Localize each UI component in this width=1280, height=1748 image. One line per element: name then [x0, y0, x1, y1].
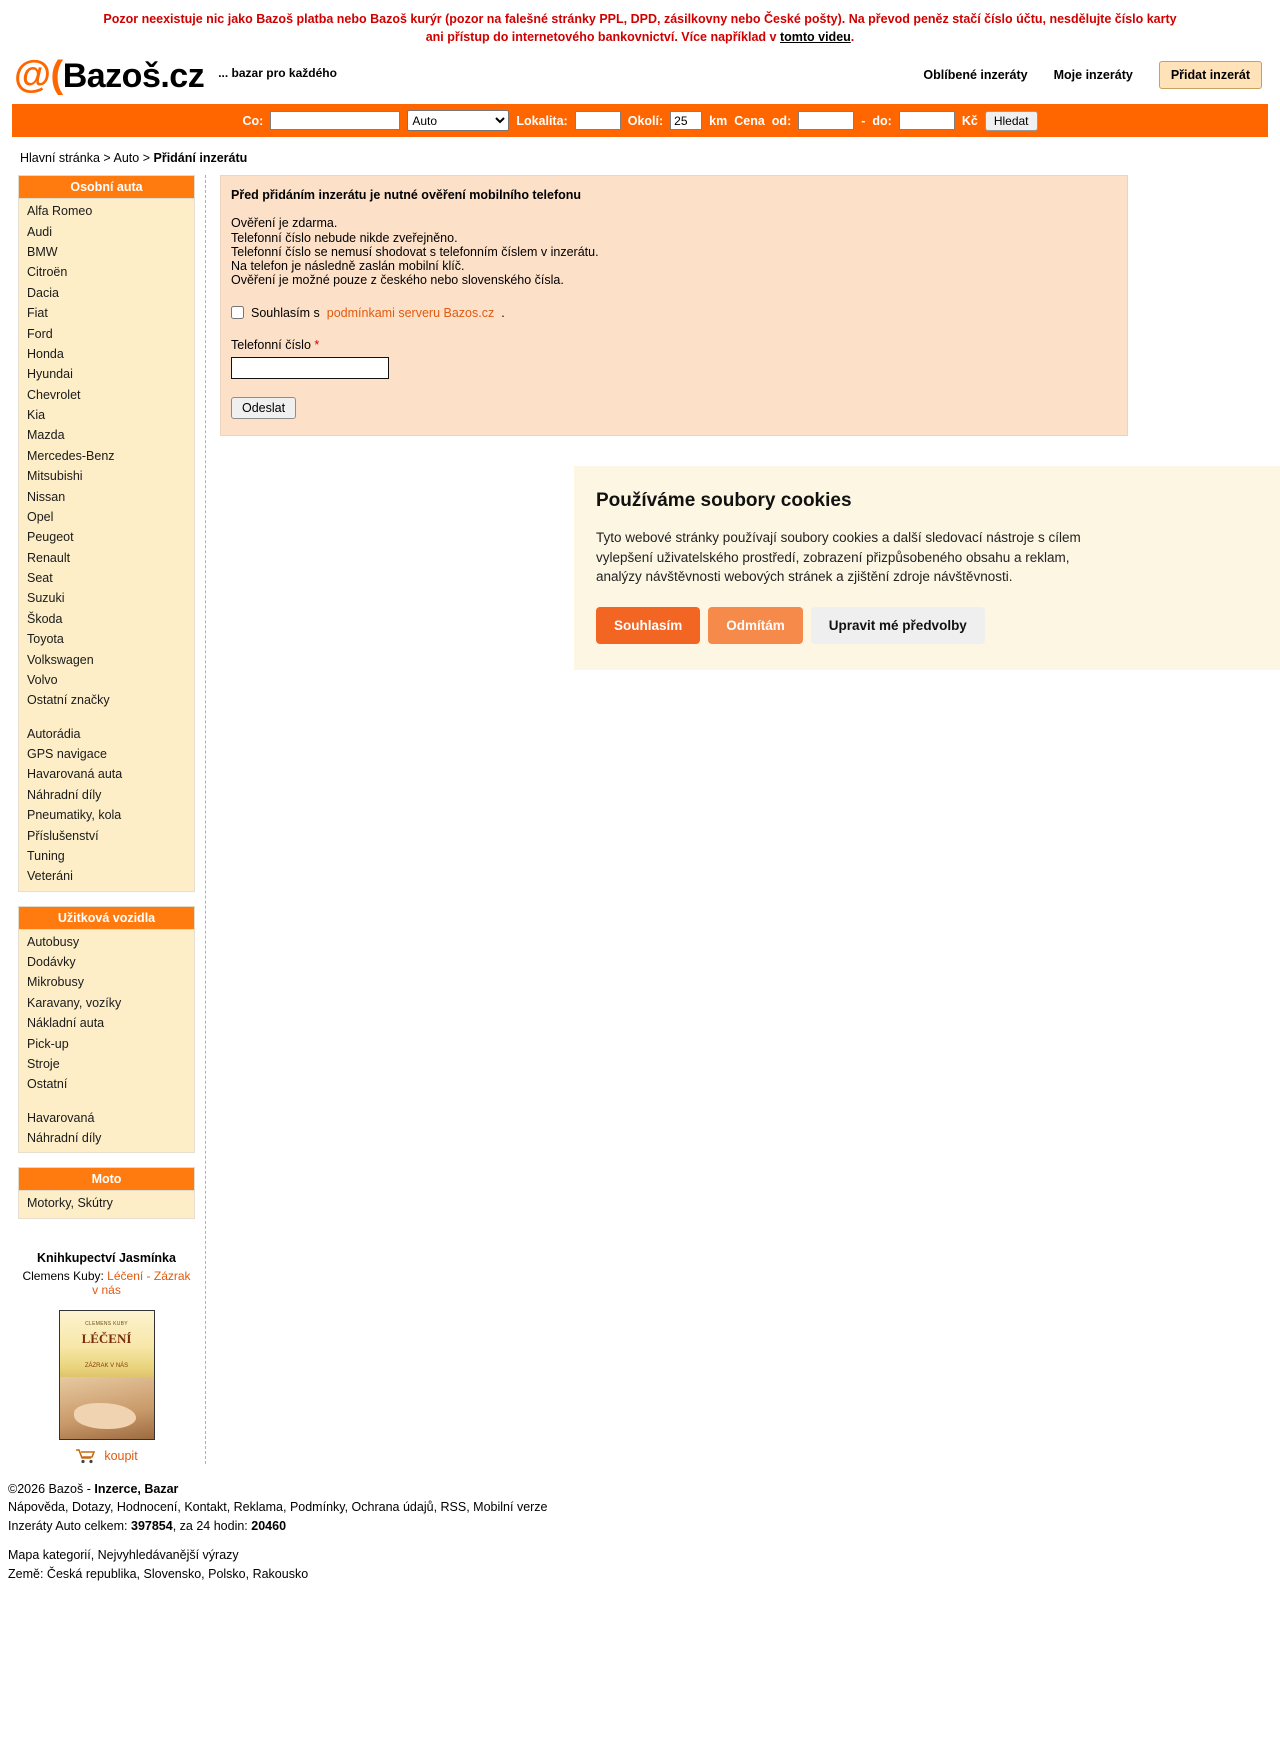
verification-line-5: Ověření je možné pouze z českého nebo slovenského čísla. [231, 273, 564, 288]
sidebar-item-pick-up[interactable]: Pick-up [27, 1036, 69, 1051]
sidebar-item-nahradni-dily[interactable]: Náhradní díly [27, 787, 102, 802]
price-label: Cena [734, 113, 765, 128]
sidebar-item-peugeot[interactable]: Peugeot [27, 530, 74, 545]
verification-line-2: Telefonní číslo nebude nikde zveřejněno. [231, 230, 458, 245]
footer-stats-label: Inzeráty Auto celkem: [8, 1519, 128, 1534]
sidebar-item-dodavky[interactable]: Dodávky [27, 955, 76, 969]
sidebar-item-mazda[interactable]: Mazda [27, 428, 65, 443]
category-group-title: Užitková vozidla [18, 906, 195, 930]
footer-stats [8, 1517, 1280, 1536]
terms-agreement-row [231, 306, 1113, 320]
submit-button[interactable]: Odeslat [231, 397, 296, 419]
footer-stats-mid: , za 24 hodin: [172, 1519, 248, 1534]
phone-number-input[interactable] [231, 357, 389, 379]
sidebar-item-suzuki[interactable]: Suzuki [27, 591, 65, 606]
buy-link[interactable]: koupit [104, 1448, 138, 1463]
footer-link-nejvyhledavanejsi[interactable]: Nejvyhledávanější výrazy [97, 1547, 239, 1562]
footer-copyright-bold: Inzerce, Bazar [94, 1481, 179, 1496]
site-footer [0, 1464, 1280, 1584]
footer-link-reklama[interactable]: Reklama [233, 1500, 283, 1515]
footer-countries-list: Česká republika, Slovensko, Polsko, Rakousko [46, 1566, 309, 1581]
sidebar-item-hyundai[interactable]: Hyundai [27, 367, 73, 382]
search-input[interactable] [270, 111, 400, 130]
breadcrumb [0, 137, 1280, 175]
book-cover-author: CLEMENS KUBY [85, 1320, 128, 1327]
footer-stats-day: 20460 [251, 1519, 287, 1534]
price-dash: - [861, 113, 866, 128]
sidebar-item-mitsubishi[interactable]: Mitsubishi [27, 469, 83, 484]
locality-input[interactable] [575, 111, 621, 130]
sidebar-item-mikrobusy[interactable]: Mikrobusy [27, 975, 84, 990]
footer-copyright [8, 1480, 1280, 1499]
fraud-warning-suffix: . [850, 30, 855, 45]
terms-checkbox[interactable] [231, 306, 244, 319]
search-button[interactable]: Hledat [985, 111, 1038, 131]
breadcrumb-auto[interactable]: Auto [113, 151, 140, 166]
sidebar-item-ostatni[interactable]: Ostatní [27, 1077, 68, 1092]
footer-link-kontakt[interactable]: Kontakt [184, 1500, 227, 1515]
footer-links-secondary: Mapa kategorií, Nejvyhledávanější výrazy [8, 1547, 239, 1562]
cookie-body-text: Tyto webové stránky používají soubory cookies a další sledovací nástroje s cílem vylepšení uživatelského prostředí, zobrazení přizpůsobeného obsahu a reklam, analýzy návštěvnosti webových stránek a zjištění zdroje návštěvnosti. [596, 530, 1081, 585]
book-cover-image[interactable] [59, 1310, 155, 1440]
sidebar-item-chevrolet[interactable]: Chevrolet [27, 387, 81, 402]
sidebar-item-autobusy[interactable]: Autobusy [27, 934, 80, 949]
sidebar-item-nakladni-auta[interactable]: Nákladní auta [27, 1016, 105, 1031]
category-group-title: Moto [18, 1167, 195, 1191]
sidebar-item-havarovana[interactable]: Havarovaná [27, 1110, 95, 1125]
verification-line-1: Ověření je zdarma. [231, 216, 338, 231]
footer-link-dotazy[interactable]: Dotazy [71, 1500, 110, 1515]
sidebar-item-volkswagen[interactable]: Volkswagen [27, 652, 94, 667]
footer-stats-total: 397854 [131, 1519, 173, 1534]
sidebar-item-veterani[interactable]: Veteráni [27, 869, 73, 884]
site-slogan: ... bazar pro každého [218, 66, 337, 81]
footer-link-podminky[interactable]: Podmínky [289, 1500, 345, 1515]
verification-heading: Před přidáním inzerátu je nutné ověření mobilního telefonu [231, 188, 582, 203]
sidebar-item-karavany-voziky[interactable]: Karavany, vozíky [27, 995, 122, 1010]
logo-text: Bazoš.cz [62, 57, 205, 96]
sidebar-item-audi[interactable]: Audi [27, 224, 53, 239]
sidebar-item-nahradni-dily-uzitkova[interactable]: Náhradní díly [27, 1131, 102, 1145]
fraud-warning-video-link[interactable]: tomto videu [779, 30, 851, 45]
favorite-ads-link[interactable]: Oblíbené inzeráty [923, 68, 1028, 83]
terms-link[interactable]: podmínkami serveru Bazos.cz [326, 305, 495, 320]
sidebar-item-kia[interactable]: Kia [27, 408, 46, 422]
breadcrumb-current: Přidání inzerátu [153, 151, 248, 166]
sidebar [18, 175, 206, 1463]
footer-countries [8, 1565, 1280, 1584]
sidebar-item-ostatni-znacky[interactable]: Ostatní značky [27, 693, 110, 708]
cart-icon [75, 1448, 97, 1464]
phone-verification-panel [220, 175, 1128, 435]
sidebar-item-autoradia[interactable]: Autorádia [27, 726, 81, 741]
radius-label: Okolí: [627, 113, 664, 128]
header-nav [923, 61, 1262, 89]
promo-shop-name: Knihkupectví Jasmínka [37, 1250, 176, 1265]
category-group-uzitkova-vozidla [18, 906, 195, 1154]
sidebar-item-motorky-skutry[interactable]: Motorky, Skútry [27, 1196, 113, 1211]
price-from-label: od: [771, 113, 792, 128]
verification-line-3: Telefonní číslo se nemusí shodovat s telefonním číslem v inzerátu. [231, 244, 599, 259]
phone-field-label [231, 338, 1113, 352]
promo-book-link[interactable]: Léčení - Zázrak v nás [92, 1268, 191, 1298]
fraud-warning-text: Pozor neexistuje nic jako Bazoš platba nebo Bazoš kurýr (pozor na falešné stránky PPL, DPD, zásilkovny nebo České pošty). Na převod peněz stačí číslo účtu, nesdělujte číslo karty ani přístup do internetového bankovnictví. Více například v [103, 12, 1177, 45]
sidebar-item-pneumatiky-kola[interactable]: Pneumatiky, kola [27, 808, 122, 823]
cookie-customize-button[interactable]: Upravit mé předvolby [811, 607, 985, 644]
footer-link-hodnoceni[interactable]: Hodnocení [116, 1500, 178, 1515]
verification-line-4: Na telefon je následně zaslán mobilní klíč. [231, 259, 465, 273]
sidebar-item-mercedes-benz[interactable]: Mercedes-Benz [27, 448, 115, 463]
search-what-label: Co: [242, 113, 264, 128]
my-ads-link[interactable]: Moje inzeráty [1053, 68, 1133, 83]
km-unit-label: km [709, 113, 728, 128]
price-to-label: do: [872, 113, 892, 128]
cookie-consent-banner [574, 466, 1280, 670]
footer-link-mapa-kategorii[interactable]: Mapa kategorií [8, 1547, 91, 1562]
phone-label-text: Telefonní číslo [231, 337, 311, 352]
sidebar-item-toyota[interactable]: Toyota [27, 632, 64, 647]
main-content [206, 175, 1280, 435]
price-to-input[interactable] [899, 111, 955, 130]
sidebar-item-gps-navigace[interactable]: GPS navigace [27, 747, 107, 761]
terms-period: . [501, 305, 505, 320]
footer-links: Nápověda, Dotazy, Hodnocení, Kontakt, Reklama, Podmínky, Ochrana údajů, RSS, Mobilní verze [8, 1500, 548, 1515]
sidebar-item-renault[interactable]: Renault [27, 550, 71, 565]
add-ad-button[interactable]: Přidat inzerát [1159, 61, 1262, 89]
category-select[interactable] [407, 110, 509, 131]
footer-copyright-text: ©2026 Bazoš - [8, 1481, 95, 1496]
category-group-osobni-auta [18, 175, 195, 891]
sidebar-item-ford[interactable]: Ford [27, 326, 53, 341]
footer-link-rss[interactable]: RSS [440, 1500, 467, 1515]
verification-info-text [231, 216, 1113, 287]
breadcrumb-home[interactable]: Hlavní stránka [20, 151, 100, 166]
radius-input[interactable] [670, 111, 702, 130]
search-bar [12, 104, 1268, 137]
sidebar-item-skoda[interactable]: Škoda [27, 611, 63, 626]
sidebar-item-prislusenstvi[interactable]: Příslušenství [27, 828, 99, 843]
sidebar-item-volvo[interactable]: Volvo [27, 672, 58, 687]
currency-label: Kč [961, 113, 978, 128]
required-marker: * [314, 337, 320, 352]
category-group-title: Osobní auta [18, 175, 195, 199]
sidebar-item-alfa-romeo[interactable]: Alfa Romeo [27, 204, 93, 219]
book-cover-title: LÉČENÍ [81, 1330, 132, 1346]
footer-link-napoveda[interactable]: Nápověda [8, 1500, 65, 1515]
sidebar-item-opel[interactable]: Opel [27, 509, 54, 524]
sidebar-item-bmw[interactable]: BMW [27, 245, 58, 259]
cookie-buttons [596, 607, 1250, 644]
cookie-title: Používáme soubory cookies [596, 490, 852, 511]
category-group-moto [18, 1167, 195, 1218]
sidebar-item-seat[interactable]: Seat [27, 571, 53, 585]
logo-at-icon: @( [14, 54, 63, 97]
fraud-warning-banner [0, 0, 1280, 52]
sidebar-item-havarovana-auta[interactable]: Havarovaná auta [27, 767, 123, 782]
footer-link-ochrana-udaju[interactable]: Ochrana údajů [351, 1500, 434, 1515]
sidebar-item-tuning[interactable]: Tuning [27, 848, 65, 863]
sidebar-item-citroen[interactable]: Citroën [27, 265, 68, 280]
promo-author: Clemens Kuby: [22, 1268, 104, 1283]
cookie-accept-button[interactable]: Souhlasím [596, 607, 700, 644]
footer-countries-label: Země: [8, 1566, 44, 1581]
sidebar-item-nissan[interactable]: Nissan [27, 489, 66, 504]
sidebar-divider [19, 711, 194, 724]
sidebar-item-honda[interactable]: Honda [27, 346, 64, 361]
book-cover-subtitle: ZÁZRAK V NÁS [84, 1362, 129, 1369]
breadcrumb-separator-1: > [103, 151, 111, 166]
breadcrumb-separator-2: > [142, 151, 151, 166]
logo[interactable] [14, 54, 205, 97]
sidebar-item-dacia[interactable]: Dacia [27, 285, 59, 300]
cookie-reject-button[interactable]: Odmítám [708, 607, 803, 644]
page-layout [0, 175, 1280, 1463]
terms-label: Souhlasím s [251, 305, 320, 320]
footer-link-mobilni-verze[interactable]: Mobilní verze [473, 1500, 548, 1515]
price-from-input[interactable] [798, 111, 854, 130]
locality-label: Lokalita: [516, 113, 568, 128]
sidebar-item-fiat[interactable]: Fiat [27, 306, 48, 321]
book-cover-photo [60, 1377, 154, 1439]
book-promo [18, 1233, 195, 1464]
sidebar-item-stroje[interactable]: Stroje [27, 1056, 60, 1071]
site-header [0, 52, 1280, 104]
sidebar-divider [19, 1095, 194, 1108]
